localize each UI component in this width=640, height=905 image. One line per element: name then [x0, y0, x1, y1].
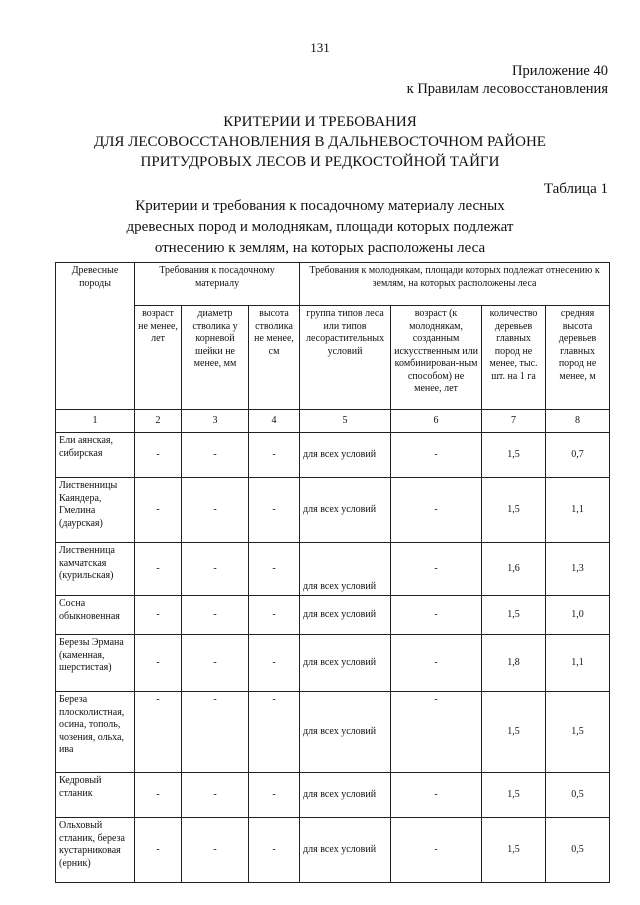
- column-number: 7: [482, 410, 546, 433]
- table-row: [56, 692, 610, 773]
- table-row: [56, 635, 610, 692]
- forest-condition-cell: для всех условий: [300, 635, 391, 692]
- forest-condition-cell: для всех условий: [300, 773, 391, 818]
- average-height-cell: 1,3: [546, 543, 610, 596]
- seedling-age-cell: -: [135, 635, 182, 692]
- seedling-diameter-cell: -: [182, 433, 249, 478]
- heading-line-1: КРИТЕРИИ И ТРЕБОВАНИЯ: [223, 114, 417, 130]
- header-young-stands: Требования к молоднякам, площади которых подлежат отнесению к землям, на которых расположены леса: [300, 263, 610, 306]
- table-row: [56, 543, 610, 596]
- seedling-height-cell: -: [249, 692, 300, 773]
- tree-count-cell: 1,5: [482, 433, 546, 478]
- seedling-height-cell: -: [249, 773, 300, 818]
- column-number: 2: [135, 410, 182, 433]
- table-row: [56, 773, 610, 818]
- seedling-age-cell: -: [135, 773, 182, 818]
- forest-condition-cell: для всех условий: [300, 478, 391, 543]
- caption-line-2: древесных пород и молоднякам, площади которых подлежат: [126, 219, 514, 235]
- young-stand-age-cell: -: [391, 478, 482, 543]
- forest-condition-cell: для всех условий: [300, 596, 391, 635]
- header-planting-material: Требования к посадочному материалу: [135, 263, 300, 306]
- heading-line-2: ДЛЯ ЛЕСОВОССТАНОВЛЕНИЯ В ДАЛЬНЕВОСТОЧНОМ РАЙОНЕ: [94, 134, 546, 150]
- table-row: [56, 433, 610, 478]
- tree-count-cell: 1,5: [482, 692, 546, 773]
- criteria-table: [55, 262, 610, 883]
- forest-condition-cell: для всех условий: [300, 692, 391, 773]
- average-height-cell: 1,0: [546, 596, 610, 635]
- heading-line-3: ПРИТУДРОВЫХ ЛЕСОВ И РЕДКОСТОЙНОЙ ТАЙГИ: [140, 154, 500, 170]
- header-col-young-age: возраст (к молоднякам, созданным искусственным или комбинирован-ным способом) не менее, лет: [391, 306, 482, 410]
- seedling-age-cell: -: [135, 543, 182, 596]
- seedling-age-cell: -: [135, 478, 182, 543]
- column-number: 4: [249, 410, 300, 433]
- young-stand-age-cell: -: [391, 433, 482, 478]
- species-cell: Березы Эрмана (каменная, шерстистая): [56, 635, 135, 692]
- species-cell: Ели аянская, сибирская: [56, 433, 135, 478]
- header-col-height: высота стволика не менее, см: [249, 306, 300, 410]
- appendix-reference: [407, 62, 608, 98]
- column-number: 8: [546, 410, 610, 433]
- average-height-cell: 1,5: [546, 692, 610, 773]
- seedling-height-cell: -: [249, 596, 300, 635]
- young-stand-age-cell: -: [391, 596, 482, 635]
- column-number: 6: [391, 410, 482, 433]
- table-label: Таблица 1: [543, 181, 608, 197]
- average-height-cell: 0,7: [546, 433, 610, 478]
- seedling-height-cell: -: [249, 543, 300, 596]
- table-row: [56, 478, 610, 543]
- average-height-cell: 0,5: [546, 818, 610, 883]
- tree-count-cell: 1,5: [482, 478, 546, 543]
- seedling-diameter-cell: -: [182, 596, 249, 635]
- seedling-diameter-cell: -: [182, 692, 249, 773]
- page-number: 131: [310, 40, 330, 55]
- header-col-tree-count: количество деревьев главных пород не менее, тыс. шт. на 1 га: [482, 306, 546, 410]
- species-cell: Сосна обыкновенная: [56, 596, 135, 635]
- seedling-height-cell: -: [249, 635, 300, 692]
- seedling-diameter-cell: -: [182, 818, 249, 883]
- caption-line-3: отнесению к землям, на которых расположены леса: [154, 240, 486, 256]
- header-col-age: возраст не менее, лет: [135, 306, 182, 410]
- species-cell: Береза плосколистная, осина, тополь, чозения, ольха, ива: [56, 692, 135, 773]
- seedling-height-cell: -: [249, 818, 300, 883]
- table-caption: [110, 196, 530, 259]
- young-stand-age-cell: -: [391, 818, 482, 883]
- header-species: Древесные породы: [56, 263, 135, 410]
- seedling-diameter-cell: -: [182, 543, 249, 596]
- header-row-numbers: [56, 410, 610, 433]
- young-stand-age-cell: -: [391, 692, 482, 773]
- average-height-cell: 1,1: [546, 635, 610, 692]
- seedling-age-cell: -: [135, 818, 182, 883]
- document-heading: [0, 112, 640, 172]
- tree-count-cell: 1,5: [482, 596, 546, 635]
- average-height-cell: 0,5: [546, 773, 610, 818]
- species-cell: Кедровый стланик: [56, 773, 135, 818]
- forest-condition-cell: для всех условий: [300, 818, 391, 883]
- header-row-columns: [56, 306, 610, 410]
- species-cell: Ольховый стланик, береза кустарниковая (ерник): [56, 818, 135, 883]
- tree-count-cell: 1,5: [482, 773, 546, 818]
- seedling-diameter-cell: -: [182, 478, 249, 543]
- table-row: [56, 818, 610, 883]
- caption-line-1: Критерии и требования к посадочному материалу лесных: [135, 198, 505, 214]
- tree-count-cell: 1,5: [482, 818, 546, 883]
- seedling-diameter-cell: -: [182, 635, 249, 692]
- young-stand-age-cell: -: [391, 773, 482, 818]
- appendix-line-2: к Правилам лесовосстановления: [406, 81, 608, 97]
- young-stand-age-cell: -: [391, 543, 482, 596]
- seedling-height-cell: -: [249, 478, 300, 543]
- column-number: 1: [56, 410, 135, 433]
- seedling-age-cell: -: [135, 596, 182, 635]
- average-height-cell: 1,1: [546, 478, 610, 543]
- header-col-forest-type: группа типов леса или типов лесорастительных условий: [300, 306, 391, 410]
- young-stand-age-cell: -: [391, 635, 482, 692]
- forest-condition-cell: для всех условий: [300, 543, 391, 596]
- seedling-diameter-cell: -: [182, 773, 249, 818]
- column-number: 3: [182, 410, 249, 433]
- seedling-age-cell: -: [135, 692, 182, 773]
- header-row-groups: [56, 263, 610, 306]
- header-col-avg-height: средняя высота деревьев главных пород не менее, м: [546, 306, 610, 410]
- column-number: 5: [300, 410, 391, 433]
- species-cell: Лиственницы Каяндера, Гмелина (даурская): [56, 478, 135, 543]
- seedling-age-cell: -: [135, 433, 182, 478]
- header-col-diameter: диаметр стволика у корневой шейки не менее, мм: [182, 306, 249, 410]
- tree-count-cell: 1,6: [482, 543, 546, 596]
- forest-condition-cell: для всех условий: [300, 433, 391, 478]
- species-cell: Лиственница камчатская (курильская): [56, 543, 135, 596]
- table-row: [56, 596, 610, 635]
- appendix-line-1: Приложение 40: [512, 63, 608, 79]
- tree-count-cell: 1,8: [482, 635, 546, 692]
- seedling-height-cell: -: [249, 433, 300, 478]
